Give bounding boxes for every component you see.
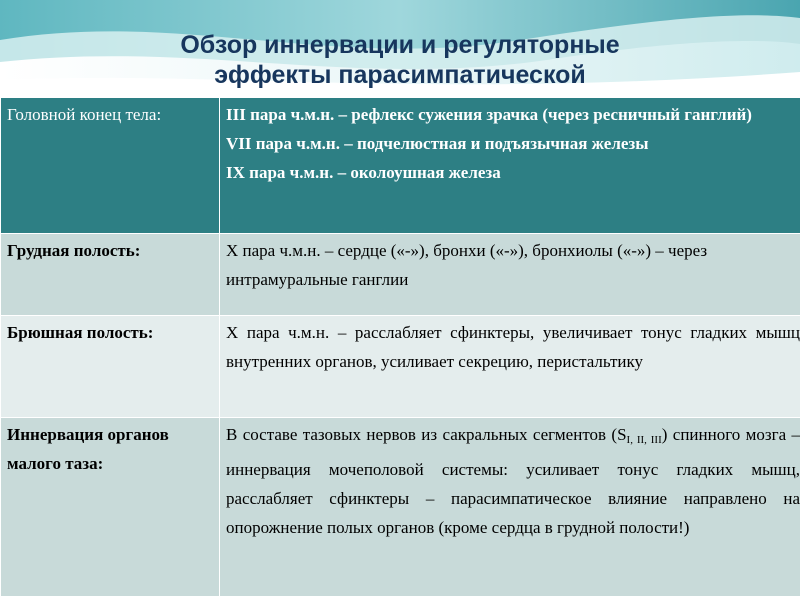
table-cell-head-region: Головной конец тела: <box>1 98 220 234</box>
table-cell-abdominal-region: Брюшная полость: <box>1 316 220 418</box>
table-cell-head-effects <box>220 98 800 234</box>
table-cell-thoracic-effects: X пара ч.м.н. – сердце («-»), бронхи («-»), бронхиолы («-») – через интрамуральные ганглии <box>220 234 800 316</box>
pelvic-text-pre: В составе тазовых нервов из сакральных сегментов (S <box>226 425 627 444</box>
table-cell-abdominal-effects: X пара ч.м.н. – расслабляет сфинктеры, увеличивает тонус гладких мышц внутренних органов, усиливает секрецию, перистальтику <box>220 316 800 418</box>
table-cell-thoracic-region: Грудная полость: <box>1 234 220 316</box>
table-row <box>1 234 800 316</box>
innervation-table <box>0 97 800 597</box>
effect-line-9th-nerve: IX пара ч.м.н. – околоушная железа <box>226 163 501 182</box>
table-row <box>1 316 800 418</box>
slide-title-line-2: эффекты парасимпатической <box>214 61 586 89</box>
effect-line-3rd-nerve: III пара ч.м.н. – рефлекс сужения зрачка (через ресничный ганглий) <box>226 105 752 124</box>
slide-title-line-1: Обзор иннервации и регуляторные <box>180 31 620 59</box>
slide-title <box>120 30 680 90</box>
pelvic-segments-subscript: I, II, III <box>626 434 662 446</box>
table-row <box>1 98 800 234</box>
table-row <box>1 418 800 597</box>
table-cell-pelvic-region: Иннервация органов малого таза: <box>1 418 220 597</box>
pelvic-text-post: ) спинного мозга – иннервация мочеполовой системы: усиливает тонус гладких мышц, расслабляет сфинктеры – парасимпатическое влияние направлено на опорожнение полых органов (кроме сердца в грудной полости!) <box>226 425 800 537</box>
table-cell-pelvic-effects <box>220 418 800 597</box>
effect-line-7th-nerve: VII пара ч.м.н. – подчелюстная и подъязычная железы <box>226 134 649 153</box>
